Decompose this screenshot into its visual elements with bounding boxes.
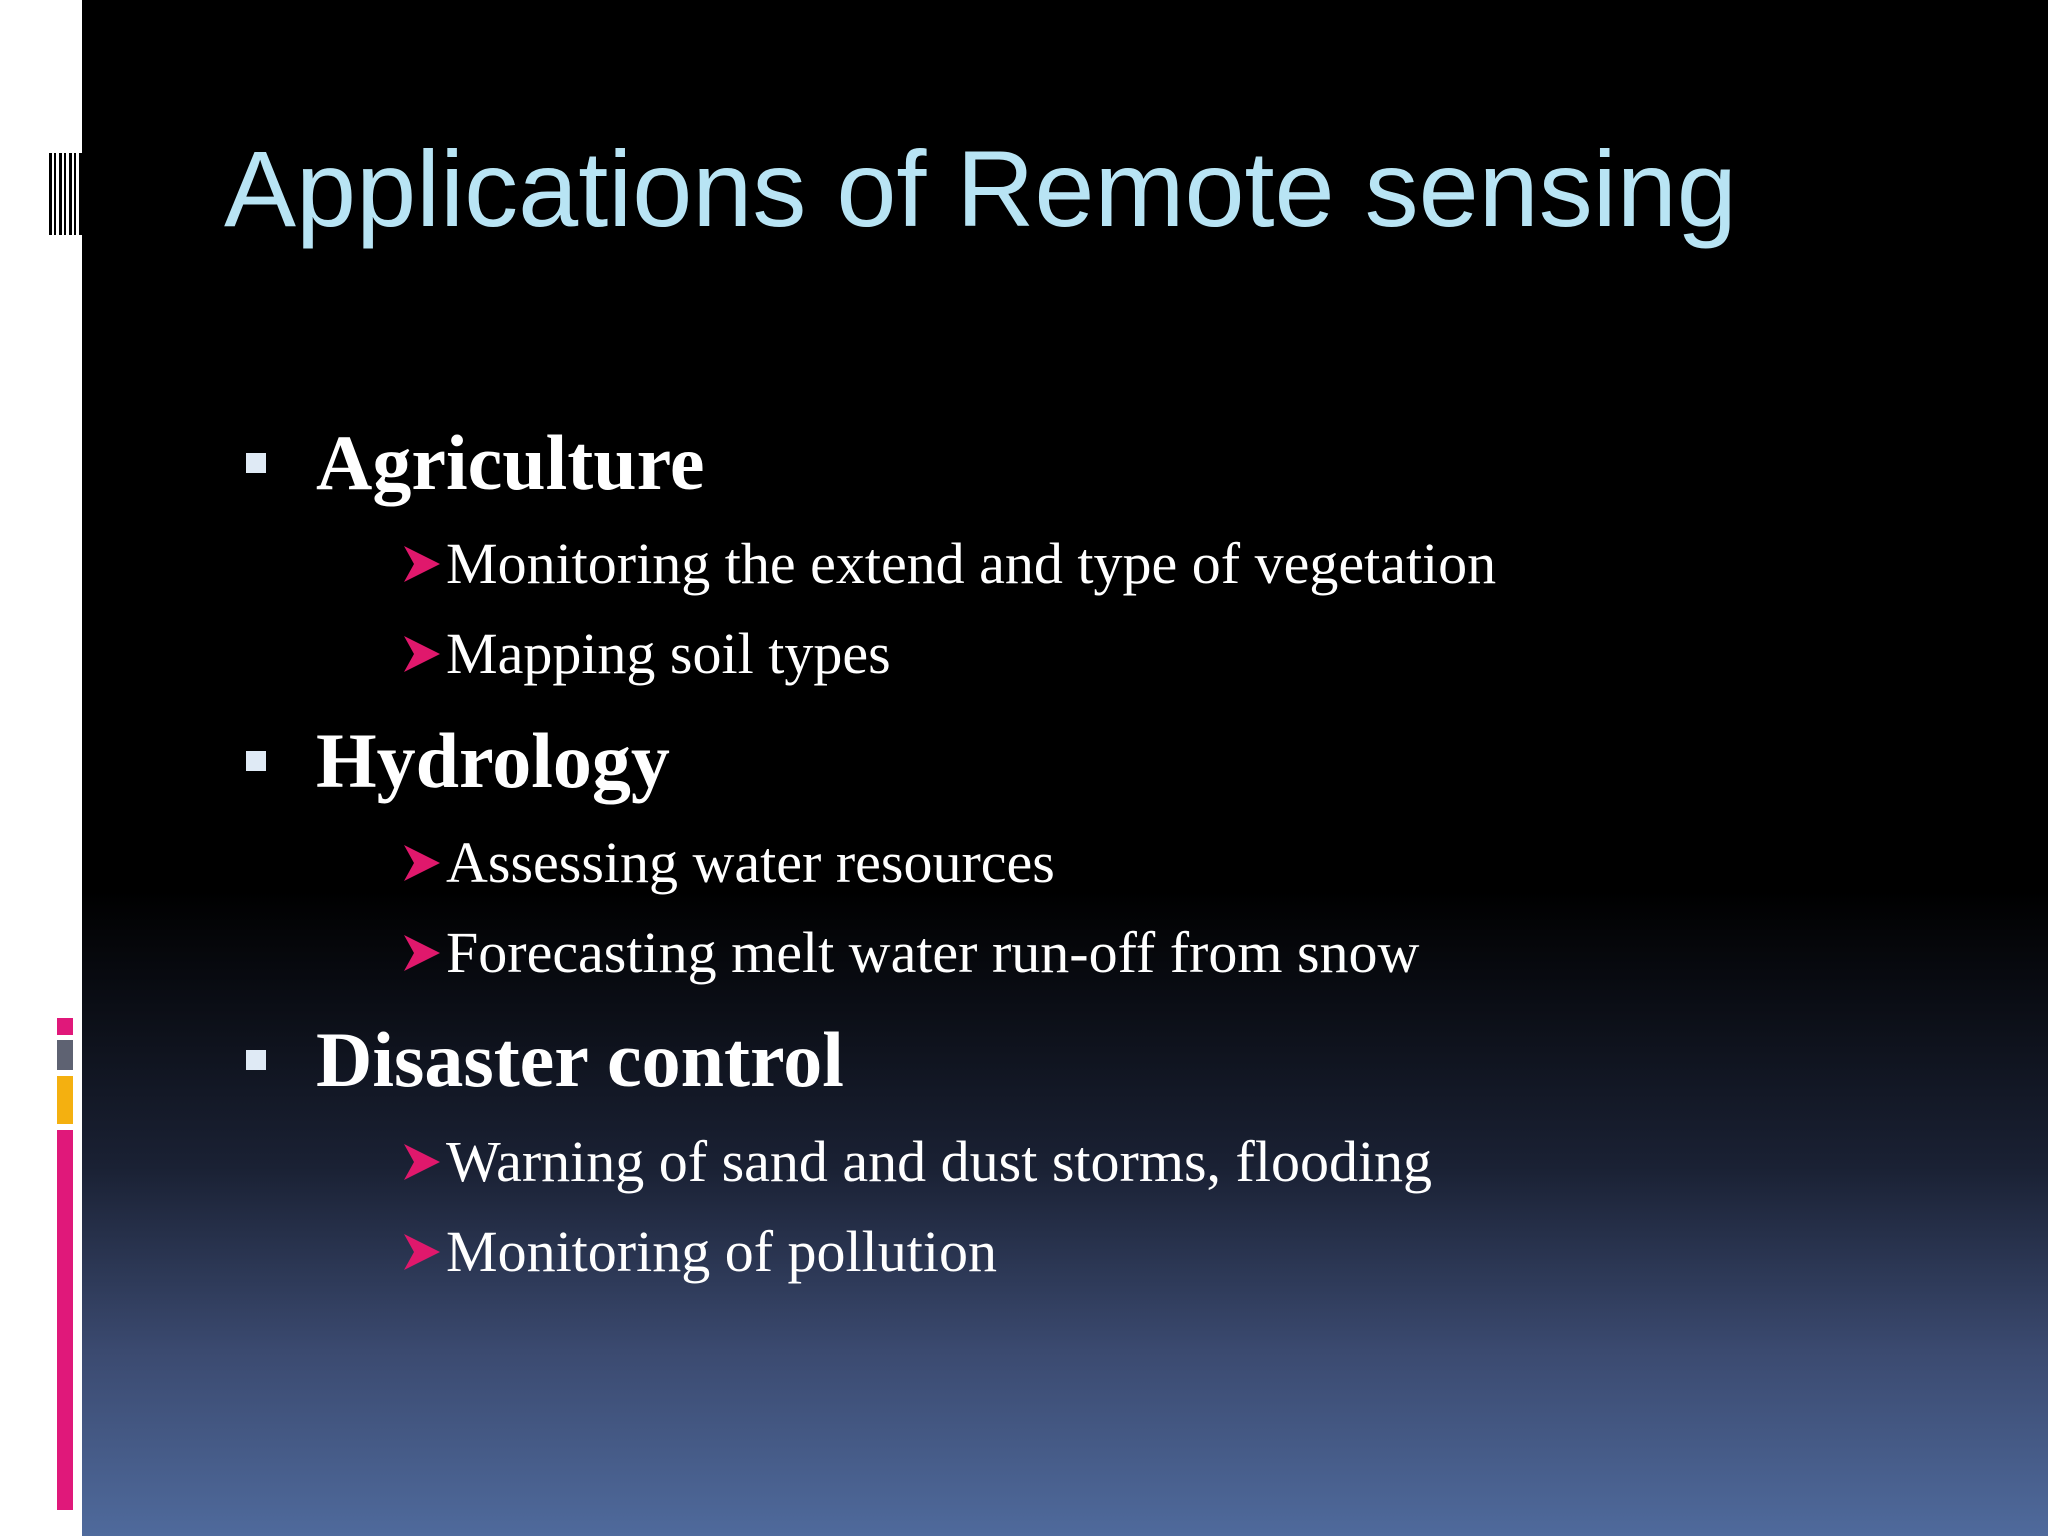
section-heading-text: Hydrology [316, 717, 670, 804]
left-decoration-strip [0, 0, 82, 1536]
square-bullet-icon [246, 453, 266, 473]
list-item [400, 918, 1419, 988]
arrow-bullet-icon [400, 841, 444, 885]
section-heading-hydrology [246, 717, 670, 804]
arrow-bullet-icon [400, 542, 444, 586]
list-item [400, 1217, 997, 1287]
section-heading-disaster-control [246, 1016, 844, 1103]
accent-bar-magenta-long [57, 1130, 73, 1510]
list-item-text: Monitoring of pollution [446, 1219, 997, 1284]
list-item-text: Monitoring the extend and type of vegetation [446, 531, 1497, 596]
section-heading-agriculture [246, 419, 705, 506]
arrow-bullet-icon [400, 931, 444, 975]
list-item-text: Assessing water resources [446, 830, 1055, 895]
accent-bar-magenta [57, 1018, 73, 1035]
list-item [400, 529, 1496, 599]
accent-bar-gold [57, 1076, 73, 1124]
arrow-bullet-icon [400, 1140, 444, 1184]
square-bullet-icon [246, 1050, 266, 1070]
barcode-icon [49, 153, 82, 235]
arrow-bullet-icon [400, 632, 444, 676]
list-item-text: Forecasting melt water run-off from snow [446, 920, 1420, 985]
section-heading-text: Disaster control [316, 1016, 844, 1103]
slide-canvas [82, 0, 2048, 1536]
list-item [400, 828, 1055, 898]
section-heading-text: Agriculture [316, 419, 705, 506]
slide-title: Applications of Remote sensing [224, 128, 1737, 249]
accent-bar-gray [57, 1040, 73, 1070]
list-item [400, 1127, 1432, 1197]
list-item-text: Mapping soil types [446, 621, 891, 686]
list-item [400, 619, 891, 689]
list-item-text: Warning of sand and dust storms, flooding [446, 1129, 1433, 1194]
arrow-bullet-icon [400, 1230, 444, 1274]
square-bullet-icon [246, 751, 266, 771]
